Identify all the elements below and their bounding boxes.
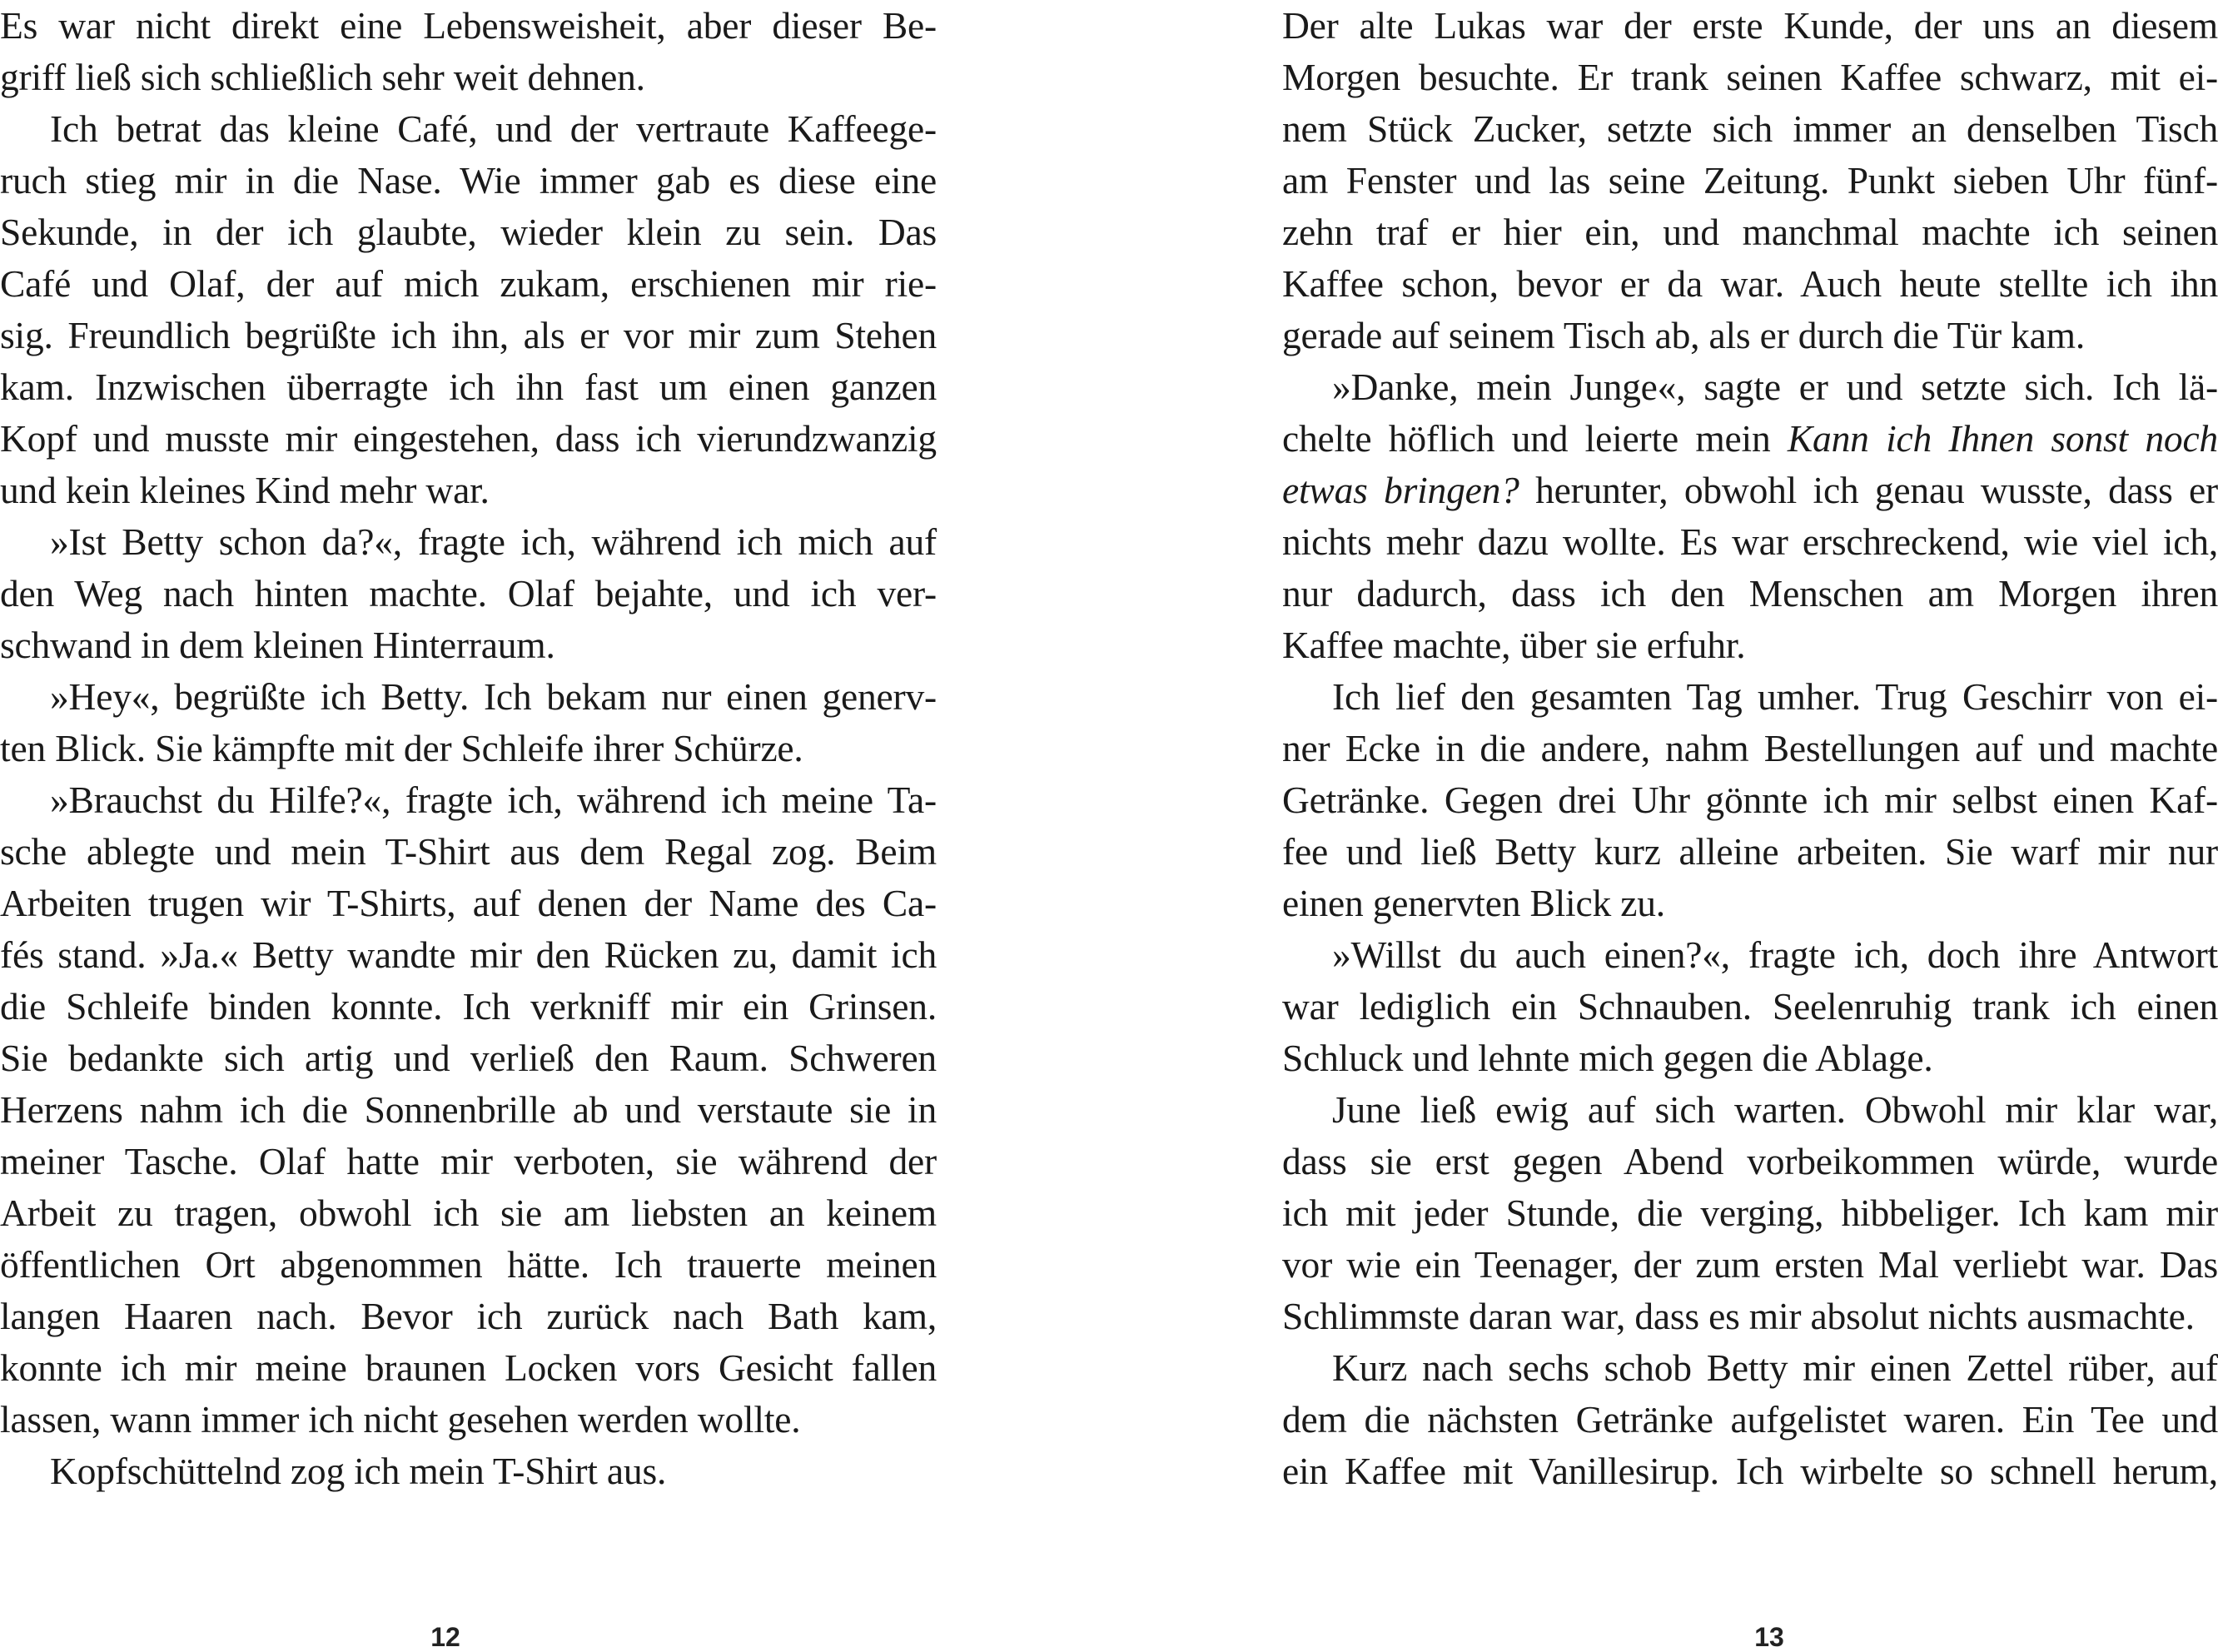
text-line: griff ließ sich schließlich sehr weit dehnen. [0, 56, 645, 98]
text-line: nem Stück Zucker, setzte sich immer an denselben Tisch [1282, 107, 2218, 150]
text-line: dass sie erst gegen Abend vorbeikommen würde, wurde [1282, 1140, 2218, 1182]
text-line: Ich betrat das kleine Café, und der vertraute Kaffeege- [50, 107, 937, 150]
text-line: nur dadurch, dass ich den Menschen am Morgen ihren [1282, 572, 2218, 615]
text-line: und kein kleines Kind mehr war. [0, 469, 490, 511]
page-number: 13 [1754, 1622, 1784, 1652]
text-run: chelte höflich und leierte mein [1282, 417, 1788, 460]
text-line: schwand in dem kleinen Hinterraum. [0, 624, 555, 666]
text-run: herunter, obwohl ich genau wusste, dass er [1519, 469, 2218, 511]
text-line: konnte ich mir meine braunen Locken vors Gesicht fallen [0, 1346, 937, 1389]
text-line: sig. Freundlich begrüßte ich ihn, als er vor mir zum Stehen [0, 314, 937, 356]
text-line: ich mit jeder Stunde, die verging, hibbeliger. Ich kam mir [1282, 1192, 2218, 1234]
text-line: meiner Tasche. Olaf hatte mir verboten, sie während der [0, 1140, 937, 1182]
text-line: einen genervten Blick zu. [1282, 882, 1665, 924]
text-line: Sie bedankte sich artig und verließ den Raum. Schweren [0, 1037, 937, 1079]
text-line: zehn traf er hier ein, und manchmal machte ich seinen [1282, 211, 2218, 253]
text-line: Sekunde, in der ich glaubte, wieder klein zu sein. Das [0, 211, 937, 253]
text-line: »Brauchst du Hilfe?«, fragte ich, während ich meine Ta- [50, 779, 937, 821]
text-line: June ließ ewig auf sich warten. Obwohl mir klar war, [1332, 1088, 2218, 1131]
text-line: Es war nicht direkt eine Lebensweisheit, aber dieser Be- [0, 4, 937, 47]
text-line: Schluck und lehnte mich gegen die Ablage. [1282, 1037, 1933, 1079]
text-line: »Willst du auch einen?«, fragte ich, doch ihre Antwort [1332, 933, 2218, 976]
text-line: »Hey«, begrüßte ich Betty. Ich bekam nur einen generv- [50, 675, 937, 718]
text-line: ruch stieg mir in die Nase. Wie immer gab es diese eine [0, 159, 937, 202]
text-line: kam. Inzwischen überragte ich ihn fast um einen ganzen [0, 366, 937, 408]
text-line: langen Haaren nach. Bevor ich zurück nach Bath kam, [0, 1295, 937, 1337]
text-line: Schlimmste daran war, dass es mir absolut nichts ausmachte. [1282, 1295, 2195, 1337]
page-number: 12 [430, 1622, 460, 1652]
italic-text: Kann ich Ihnen sonst noch [1787, 417, 2218, 460]
text-line: ner Ecke in die andere, nahm Bestellungen auf und machte [1282, 727, 2218, 769]
text-line: fés stand. »Ja.« Betty wandte mir den Rücken zu, damit ich [0, 933, 937, 976]
text-line: Arbeit zu tragen, obwohl ich sie am liebsten an keinem [0, 1192, 937, 1234]
text-line: nichts mehr dazu wollte. Es war erschreckend, wie viel ich, [1282, 520, 2218, 563]
text-line: die Schleife binden konnte. Ich verkniff mir ein Grinsen. [0, 985, 937, 1028]
text-line: fee und ließ Betty kurz alleine arbeiten. Sie warf mir nur [1282, 830, 2218, 873]
text-line: Kopfschüttelnd zog ich mein T-Shirt aus. [50, 1450, 667, 1492]
text-line: Kurz nach sechs schob Betty mir einen Zettel rüber, auf [1332, 1346, 2218, 1389]
text-line: gerade auf seinem Tisch ab, als er durch die Tür kam. [1282, 314, 2086, 356]
text-line: Arbeiten trugen wir T-Shirts, auf denen der Name des Ca- [0, 882, 937, 924]
text-line: war lediglich ein Schnauben. Seelenruhig trank ich einen [1282, 985, 2218, 1028]
text-line: »Ist Betty schon da?«, fragte ich, während ich mich auf [50, 520, 937, 563]
italic-text: etwas bringen? [1282, 469, 1519, 511]
text-line: dem die nächsten Getränke aufgelistet waren. Ein Tee und [1282, 1398, 2218, 1441]
text-line: Café und Olaf, der auf mich zukam, erschienen mir rie- [0, 262, 937, 305]
text-line: Kaffee schon, bevor er da war. Auch heute stellte ich ihn [1282, 262, 2218, 305]
text-line: Der alte Lukas war der erste Kunde, der uns an diesem [1282, 4, 2218, 47]
text-line: vor wie ein Teenager, der zum ersten Mal verliebt war. Das [1282, 1243, 2218, 1286]
text-line: »Danke, mein Junge«, sagte er und setzte sich. Ich lä- [1332, 366, 2218, 408]
text-line: ein Kaffee mit Vanillesirup. Ich wirbelte so schnell herum, [1282, 1450, 2218, 1492]
text-line: sche ablegte und mein T-Shirt aus dem Regal zog. Beim [0, 830, 937, 873]
text-line: Herzens nahm ich die Sonnenbrille ab und verstaute sie in [0, 1088, 937, 1131]
text-line: öffentlichen Ort abgenommen hätte. Ich trauerte meinen [0, 1243, 937, 1286]
text-line: den Weg nach hinten machte. Olaf bejahte, und ich ver- [0, 572, 937, 615]
text-line: Ich lief den gesamten Tag umher. Trug Geschirr von ei- [1332, 675, 2218, 718]
text-line: Kaffee machte, über sie erfuhr. [1282, 624, 1746, 666]
text-line: Kopf und musste mir eingestehen, dass ich vierundzwanzig [0, 417, 937, 460]
text-line: ten Blick. Sie kämpfte mit der Schleife ihrer Schürze. [0, 727, 803, 769]
text-line [1282, 465, 2218, 516]
text-line: Morgen besuchte. Er trank seinen Kaffee schwarz, mit ei- [1282, 56, 2218, 98]
text-line [1282, 413, 2218, 465]
text-line: lassen, wann immer ich nicht gesehen werden wollte. [0, 1398, 801, 1441]
text-line: am Fenster und las seine Zeitung. Punkt sieben Uhr fünf- [1282, 159, 2218, 202]
text-line: Getränke. Gegen drei Uhr gönnte ich mir selbst einen Kaf- [1282, 779, 2218, 821]
